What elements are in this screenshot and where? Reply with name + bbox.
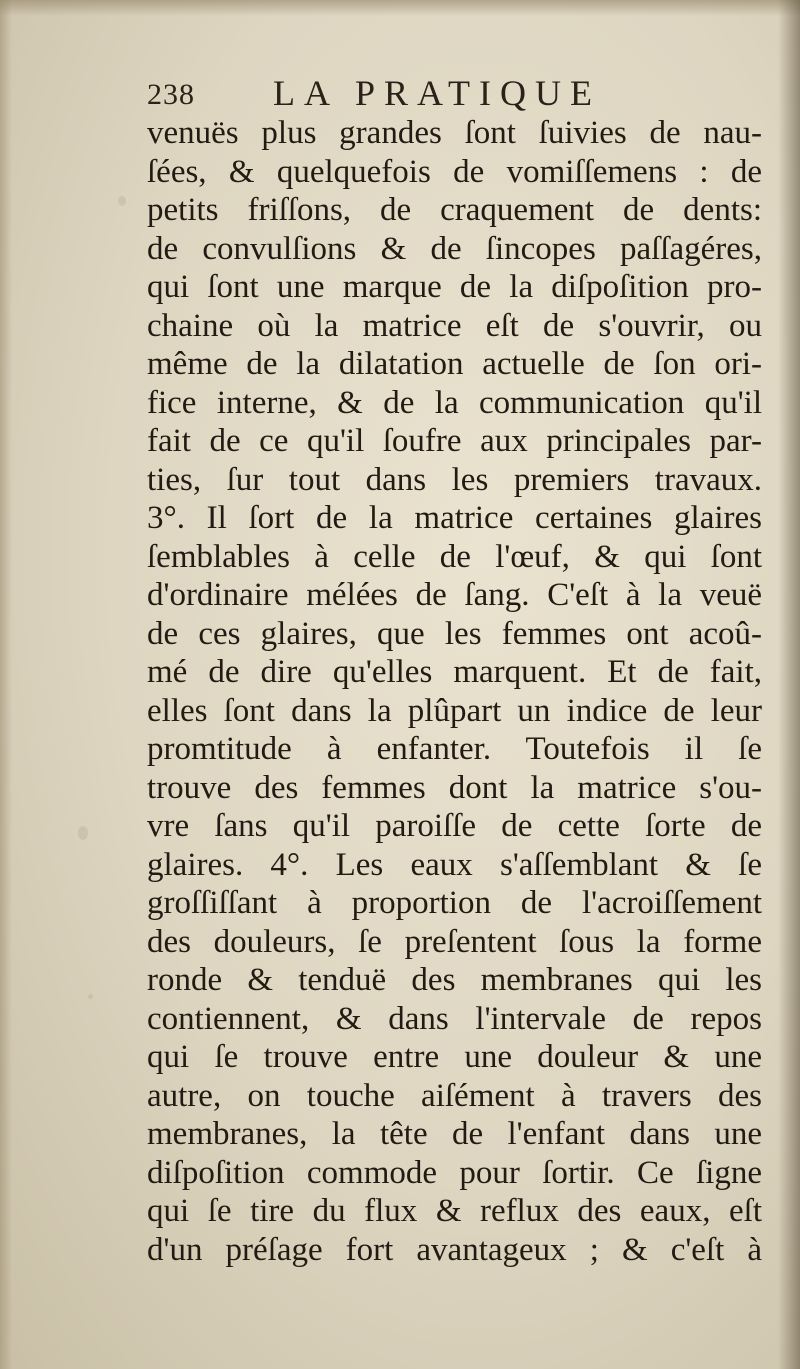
running-head: LA PRATIQUE [273, 73, 602, 113]
text-line: membranes, la tête de l'enfant dans une [147, 1116, 762, 1152]
paper-stain [118, 196, 126, 206]
page-left-edge [0, 0, 12, 1369]
page-gutter-shadow [778, 0, 800, 1369]
text-line: ſées, & quelquefois de vomiſſemens : de [147, 153, 762, 190]
page-number: 238 [147, 78, 195, 111]
text-line: d'ordinaire mélées de ſang. C'eſt à la veuë [147, 577, 762, 613]
text-line: ronde & tenduë des membranes qui les [147, 962, 762, 998]
text-line: 3°. Il ſort de la matrice certaines glaires [147, 500, 762, 536]
text-line: diſpoſition commode pour ſortir. Ce ſigne [147, 1154, 762, 1191]
text-line: contiennent, & dans l'intervale de repos [147, 1000, 762, 1037]
text-line: qui ſe trouve entre une douleur & une [147, 1039, 762, 1075]
text-line: des douleurs, ſe preſentent ſous la forme [147, 923, 762, 960]
text-line: venuës plus grandes ſont ſuivies de nau- [147, 115, 762, 151]
text-line: autre, on touche aiſément à travers des [147, 1077, 762, 1114]
text-line: vre ſans qu'il paroiſſe de cette ſorte de [147, 808, 762, 844]
text-line: fice interne, & de la communication qu'il [147, 384, 762, 421]
body-text [147, 114, 762, 1269]
text-line: ties, ſur tout dans les premiers travaux. [147, 461, 762, 498]
text-line: ſemblables à celle de l'œuf, & qui ſont [147, 538, 762, 575]
text-line: mé de dire qu'elles marquent. Et de fait, [147, 654, 762, 690]
text-line: qui ſe tire du flux & reflux des eaux, eſt [147, 1193, 762, 1229]
page-top-edge [0, 0, 800, 16]
text-line: glaires. 4°. Les eaux s'aſſemblant & ſe [147, 846, 762, 883]
text-line: chaine où la matrice eſt de s'ouvrir, ou [147, 307, 762, 344]
text-line: trouve des femmes dont la matrice s'ou- [147, 769, 762, 806]
paper-stain [88, 994, 93, 999]
text-line: de convulſions & de ſincopes paſſagéres, [147, 230, 762, 267]
text-line: groſſiſſant à proportion de l'acroiſſement [147, 885, 762, 921]
text-line: elles ſont dans la plûpart un indice de leur [147, 692, 762, 729]
paper-stain [78, 826, 88, 840]
text-line: fait de ce qu'il ſoufre aux principales par- [147, 423, 762, 459]
text-line: d'un préſage fort avantageux ; & c'eſt à [147, 1231, 762, 1268]
text-line: petits friſſons, de craquement de dents: [147, 192, 762, 228]
text-line: qui ſont une marque de la diſpoſition pro- [147, 269, 762, 305]
text-line: même de la dilatation actuelle de ſon ori- [147, 346, 762, 382]
text-line: promtitude à enfanter. Toutefois il ſe [147, 731, 762, 767]
page-header [147, 72, 667, 116]
text-line: de ces glaires, que les femmes ont acoû- [147, 615, 762, 652]
